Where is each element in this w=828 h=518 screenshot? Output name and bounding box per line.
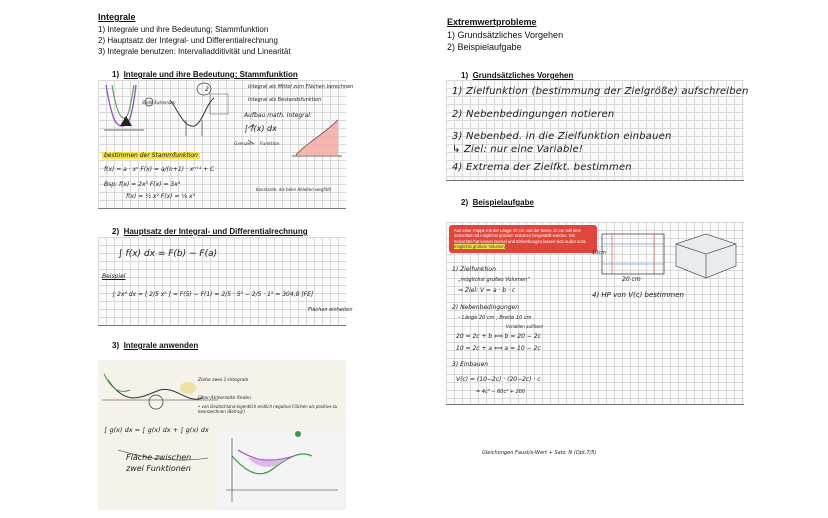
r2-line-eq2: 10 = 2c + a ⟺ a = 10 − 2c — [456, 345, 541, 352]
r2-line-expanded: = 4c³ − 60c² + 200 — [476, 389, 526, 395]
right-section-2-notes-image — [446, 222, 744, 405]
s2-note-fe: Flächen einheiten — [308, 307, 353, 313]
s1-note-aufbau: Aufbau math. Integral: — [244, 112, 312, 119]
right-main-title: Extremwertprobleme — [447, 17, 537, 27]
r2-task-text: Aus einer Pappe mit der Länge 20 cm und der Breite 10 cm soll eine Schachtel mit möglichst großem Volumen hergestellt werden. Die Schachtel hat keinen Deckel und Einkerbungen lassen sich außer acht. — [454, 228, 587, 244]
section-3-heading — [112, 341, 198, 350]
r2-line-volumen: „möglichst großes Volumen“ — [458, 277, 530, 283]
section-3-title: Integrale anwenden — [123, 341, 199, 350]
s3-note-grenzen: Ober-/Unterseite finden — [198, 396, 252, 401]
right-toc-item-2: 2) Beispielaufgabe — [447, 42, 522, 52]
r2-line-ziel: ⇒ Ziel: V = a · b · c — [458, 287, 516, 294]
s3-flaeche-zwischen: Fläche zwischen zwei Funktionen — [126, 453, 192, 473]
s1-note-area: Integral als Mittel zum Flächen berechnen — [248, 84, 354, 90]
r2-line-aufloesen: Variablen auflösen — [506, 324, 544, 329]
r2-task-highlight: möglichst großem Volumen — [454, 244, 505, 250]
right-toc-item-1: 1) Grundsätzliches Vorgehen — [447, 30, 564, 40]
s1-stammfunktion-heading: bestimmen der Stammfunktion — [104, 152, 198, 159]
section-1-number: 1) — [112, 70, 120, 79]
section-1-title: Integrale und ihre Bedeutung; Stammfunktion — [123, 70, 298, 79]
r1-step-1: 1) Zielfunktion (bestimmung der Zielgröße) aufschreiben — [452, 86, 749, 97]
s1-note-bestand: Integral als Bestandsfunktion — [248, 97, 322, 103]
right-section-1-title: Grundsätzliches Vorgehen — [472, 71, 574, 80]
right-section-1-heading — [461, 71, 573, 80]
s3-note-integrale: Ziehe zwei 1-Integrale — [198, 378, 249, 383]
section-1-heading — [112, 70, 298, 79]
s1-note-konstante: Konstante, die beim Ableiten wegfällt — [256, 187, 332, 192]
s2-hauptsatz: ∫ f(x) dx = F(b) − F(a) — [118, 249, 218, 259]
r2-dim-bottom: 20 cm — [622, 276, 641, 283]
left-main-title: Integrale — [98, 12, 136, 22]
s1-rule: f(x) = a · xⁿ F(x) = a/(n+1) · xⁿ⁺¹ + C — [104, 166, 215, 173]
s1-note-funktion: Funktion — [260, 142, 280, 147]
right-section-2-number: 2) — [461, 198, 469, 207]
section-2-heading — [112, 227, 308, 236]
r2-box-sketch — [596, 228, 742, 288]
s1-label-small: Stelle Extremum — [142, 100, 176, 105]
s1-note-grenzen: Grenzen — [234, 142, 253, 147]
r2-line-nebenbedingungen: 2) Nebenbedingungen — [452, 304, 520, 311]
r2-line-laenge: – Länge 20 cm ; Breite 10 cm — [458, 315, 532, 321]
right-section-2-title: Beispielaufgabe — [472, 198, 534, 207]
section-2-title: Hauptsatz der Integral- und Differentialrechnung — [123, 227, 308, 236]
r2-line-vc: V(c) = (10−2c) · (20−2c) · c — [456, 376, 541, 383]
r2-dim-side: 10cm — [592, 250, 606, 256]
section-3-notes-image — [98, 360, 346, 510]
r2-line-eq1: 20 = 2c + b ⟺ b = 20 − 2c — [456, 333, 541, 340]
r2-line-hp: 4) HP von V(c) bestimmen — [592, 291, 684, 299]
s2-example: ∫ 2x⁴ dx = [ 2/5 x⁵ ] = F(5) − F(1) = 2/5 · 5⁵ − 2/5 · 1⁵ = 304,8 [FE] — [112, 291, 314, 298]
section-2-number: 2) — [112, 227, 120, 236]
r2-line-einbauen: 3) Einbauen — [452, 361, 489, 368]
r1-step-3-goal: ↳ Ziel: nur eine Variable! — [452, 144, 584, 155]
section-3-number: 3) — [112, 341, 120, 350]
section-2-notes-image — [98, 237, 353, 326]
footnote-handwritten: Gleichungen Faust/x-Wert + Satz. N (Opt.7/5) — [482, 450, 597, 456]
s3-additivitaet: ∫ g(x) dx = ∫ g(x) dx + ∫ g(x) dx — [104, 426, 209, 434]
left-toc-item-1: 1) Integrale und ihre Bedeutung; Stammfunktion — [98, 25, 269, 34]
s1-circle-number: 2 — [205, 86, 209, 93]
right-section-2-heading — [461, 198, 534, 207]
left-toc-item-2: 2) Hauptsatz der Integral- und Differentialrechnung — [98, 36, 278, 45]
r1-step-2: 2) Nebenbedingungen notieren — [452, 109, 615, 120]
r2-task-box — [449, 225, 597, 253]
r2-line-zielfunktion: 1) Zielfunktion — [452, 266, 496, 273]
s1-integral-form: ∫ f(x) dx — [244, 124, 277, 133]
right-section-1-number: 1) — [461, 71, 469, 80]
right-section-1-notes-image — [446, 80, 749, 181]
section-1-notes-image — [98, 80, 354, 209]
r1-step-3: 3) Nebenbed. in die Zielfunktion einbauen — [452, 131, 672, 142]
r1-step-4: 4) Extrema der Zielfkt. bestimmen — [452, 162, 632, 173]
s1-example-1: Bsp: f(x) = 2x³ F(x) = 3x⁴ — [104, 181, 181, 188]
s2-beispiel-label: Beispiel — [102, 273, 126, 280]
left-toc-item-3: 3) Integrale benutzen: Intervalladditivität und Linearität — [98, 47, 291, 56]
s3-note-betrag: • von Deutschland eigentlich endlich negative Flächen als positive zu kennzeichnen (Betrag!) — [198, 404, 338, 414]
s1-example-2: f(x) = ½ x² F(x) = ⅙ x³ — [126, 193, 195, 200]
